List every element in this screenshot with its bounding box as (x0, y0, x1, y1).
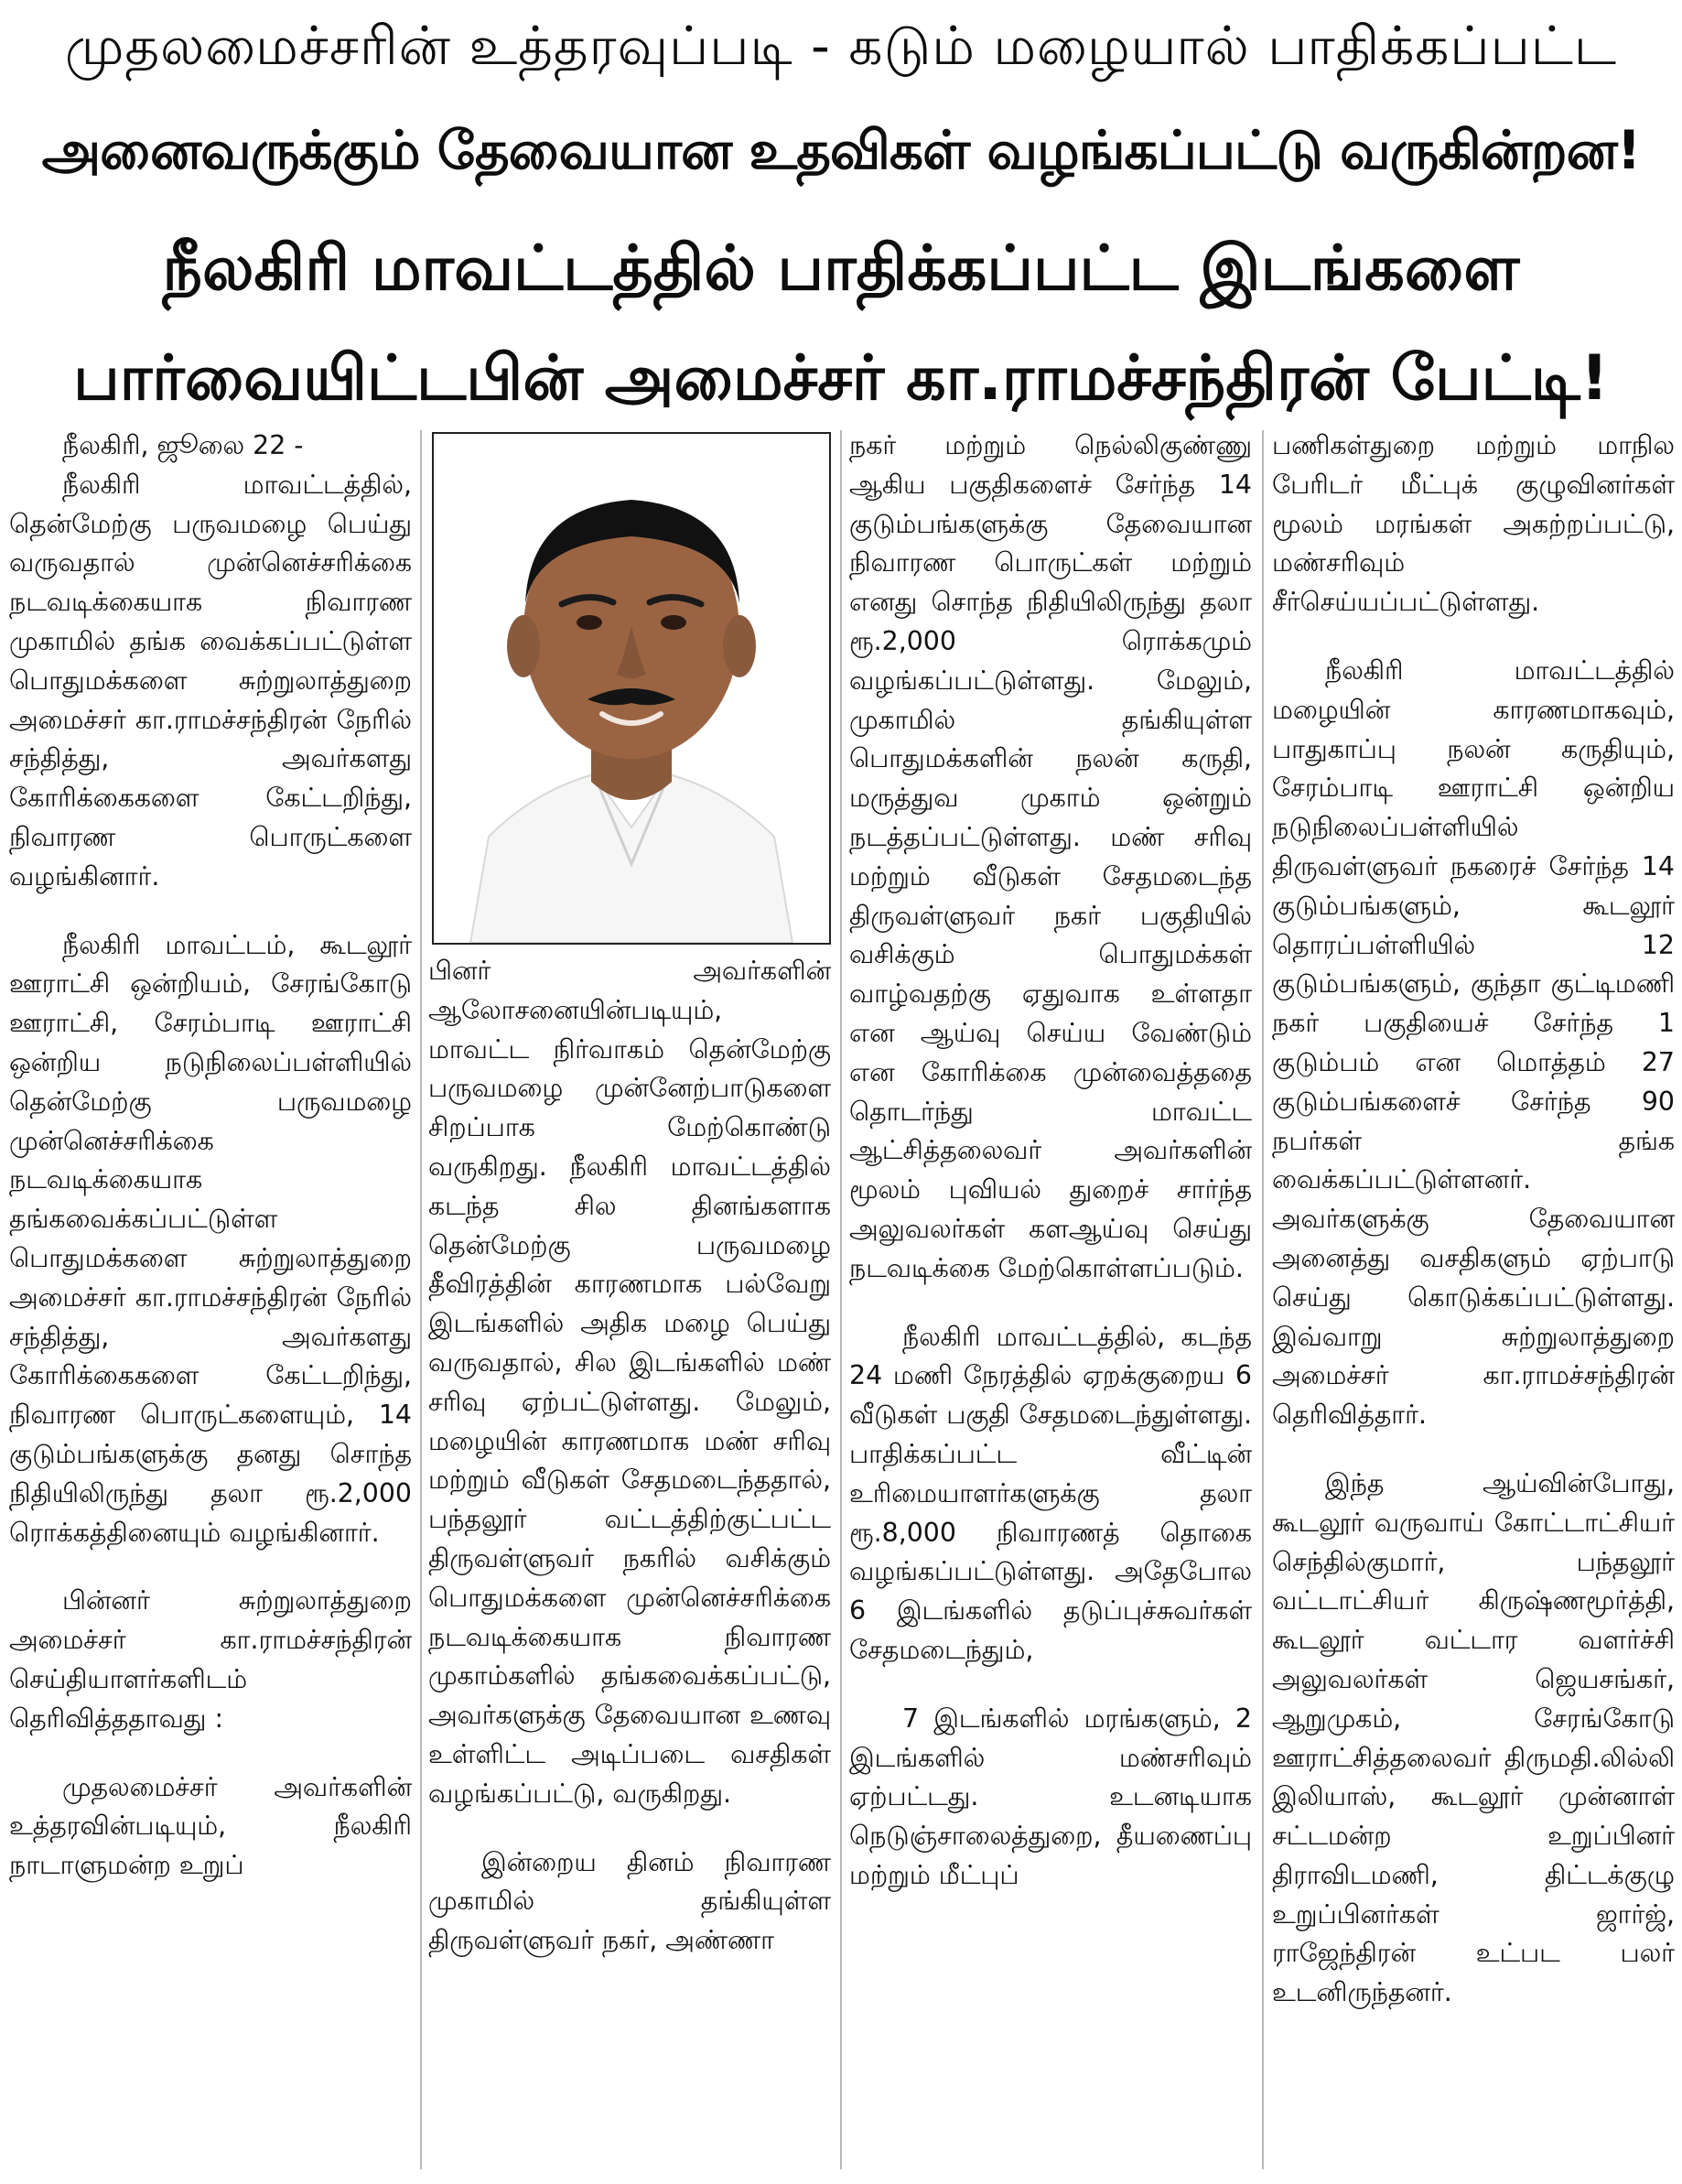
portrait-photo (432, 432, 831, 945)
article-paragraph: நீலகிரி மாவட்டம், கூடலூர் ஊராட்சி ஒன்றியம், சேரங்கோடு ஊராட்சி, சேரம்பாடி ஊராட்சி ஒன்றிய நடுநிலைப்பள்ளியில் தென்மேற்கு பருவமழை முன்னெச்சரிக்கை நடவடிக்கையாக தங்கவைக்கப்பட்டுள்ள பொதுமக்களை சுற்றுலாத்துறை அமைச்சர் கா.ராமச்சந்திரன் நேரில் சந்தித்து, அவர்களது கோரிக்கைகளை கேட்டறிந்து, நிவாரண பொருட்களையும், 14 குடும்பங்களுக்கு தனது சொந்த நிதியிலிருந்து தலா ரூ.2,000 ரொக்கத்தினையும் வழங்கினார். (9, 929, 412, 1548)
article-paragraph: பணிகள்துறை மற்றும் மாநில பேரிடர் மீட்புக் குழுவினர்கள் மூலம் மரங்கள் அகற்றப்பட்டு, மண்சரிவும் சீர்செய்யப்பட்டுள்ளது. (1272, 430, 1675, 618)
article-paragraph: நீலகிரி மாவட்டத்தில் மழையின் காரணமாகவும், பாதுகாப்பு நலன் கருதியும், சேரம்பாடி ஊராட்சி ஒன்றிய நடுநிலைப்பள்ளியில் திருவள்ளுவர் நகரைச் சேர்ந்த 14 குடும்பங்களும், கூடலூர் தொரப்பள்ளியில் 12 குடும்பங்களும், குந்தா குட்டிமணி நகர் பகுதியைச் சேர்ந்த 1 குடும்பம் என மொத்தம் 27 குடும்பங்களைச் சேர்ந்த 90 நபர்கள் தங்க வைக்கப்பட்டுள்ளனர். அவர்களுக்கு தேவையான அனைத்து வசதிகளும் ஏற்பாடு செய்து கொடுக்கப்பட்டுள்ளது. இவ்வாறு சுற்றுலாத்துறை அமைச்சர் கா.ராமச்சந்திரன் தெரிவித்தார். (1272, 654, 1675, 1431)
article-column-2 (428, 952, 831, 2179)
article-paragraph: முதலமைச்சர் அவர்களின் உத்தரவின்படியும், நீலகிரி நாடாளுமன்ற உறுப் (9, 1771, 412, 1881)
column-divider (420, 430, 422, 2169)
article-column-4 (1272, 427, 1675, 2179)
article-paragraph: நீலகிரி மாவட்டத்தில், தென்மேற்கு பருவமழை பெய்து வருவதால் முன்னெச்சரிக்கை நடவடிக்கையாக நிவாரண முகாமில் தங்க வைக்கப்பட்டுள்ள பொதுமக்களை சுற்றுலாத்துறை அமைச்சர் கா.ராமச்சந்திரன் நேரில் சந்தித்து, அவர்களது கோரிக்கைகளை கேட்டறிந்து, நிவாரண பொருட்களை வழங்கினார். (9, 469, 412, 892)
article-paragraph: 7 இடங்களில் மரங்களும், 2 இடங்களில் மண்சரிவும் ஏற்பட்டது. உடனடியாக நெடுஞ்சாலைத்துறை, தீயணைப்பு மற்றும் மீட்புப் (849, 1703, 1252, 1890)
article-paragraph: நகர் மற்றும் நெல்லிகுண்ணு ஆகிய பகுதிகளைச் சேர்ந்த 14 குடும்பங்களுக்கு தேவையான நிவாரண பொருட்கள் மற்றும் எனது சொந்த நிதியிலிருந்து தலா ரூ.2,000 ரொக்கமும் வழங்கப்பட்டுள்ளது. மேலும், முகாமில் தங்கியுள்ள பொதுமக்களின் நலன் கருதி, மருத்துவ முகாம் ஒன்றும் நடத்தப்பட்டுள்ளது. மண் சரிவு மற்றும் வீடுகள் சேதமடைந்த திருவள்ளுவர் நகர் பகுதியில் வசிக்கும் பொதுமக்கள் வாழ்வதற்கு ஏதுவாக உள்ளதா என ஆய்வு செய்ய வேண்டும் என கோரிக்கை முன்வைத்ததை தொடர்ந்து மாவட்ட ஆட்சித்தலைவர் அவர்களின் மூலம் புவியல் துறைச் சார்ந்த அலுவலர்கள் களஆய்வு செய்து நடவடிக்கை மேற்கொள்ளப்படும். (849, 430, 1252, 1283)
dateline: நீலகிரி, ஜூலை 22 - (62, 430, 304, 460)
column-divider (1262, 430, 1264, 2169)
article-paragraph: இன்றைய தினம் நிவாரண முகாமில் தங்கியுள்ள திருவள்ளுவர் நகர், அண்ணா (428, 1846, 831, 1956)
headline-sub-line-2: பார்வையிட்டபின் அமைச்சர் கா.ராமச்சந்திரன் பேட்டி! (73, 342, 1609, 415)
article-paragraph: நீலகிரி மாவட்டத்தில், கடந்த 24 மணி நேரத்தில் ஏறக்குறைய 6 வீடுகள் பகுதி சேதமடைந்துள்ளது. பாதிக்கப்பட்ட வீட்டின் உரிமையாளர்களுக்கு தலா ரூ.8,000 நிவாரணத் தொகை வழங்கப்பட்டுள்ளது. அதேபோல 6 இடங்களில் தடுப்புச்சுவர்கள் சேதமடைந்தும், (849, 1321, 1252, 1665)
article-paragraph: பின்னர் சுற்றுலாத்துறை அமைச்சர் கா.ராமச்சந்திரன் செய்தியாளர்களிடம் தெரிவித்ததாவது : (9, 1585, 412, 1734)
headline-main: அனைவருக்கும் தேவையான உதவிகள் வழங்கப்பட்டு வருகின்றன! (41, 119, 1641, 181)
headline-sub-line-1: நீலகிரி மாவட்டத்தில் பாதிக்கப்பட்ட இடங்களை (162, 232, 1520, 305)
headline-kicker: முதலமைச்சரின் உத்தரவுப்படி - கடும் மழையால் பாதிக்கப்பட்ட (64, 15, 1618, 77)
article-column-1 (9, 427, 412, 2179)
article-paragraph: பினர் அவர்களின் ஆலோசனையின்படியும், மாவட்ட நிர்வாகம் தென்மேற்கு பருவமழை முன்னேற்பாடுகளை சிறப்பாக மேற்கொண்டு வருகிறது. நீலகிரி மாவட்டத்தில் கடந்த சில தினங்களாக தென்மேற்கு பருவமழை தீவிரத்தின் காரணமாக பல்வேறு இடங்களில் அதிக மழை பெய்து வருவதால், சில இடங்களில் மண் சரிவு ஏற்பட்டுள்ளது. மேலும், மழையின் காரணமாக மண் சரிவு மற்றும் வீடுகள் சேதமடைந்ததால், பந்தலூர் வட்டத்திற்குட்பட்ட திருவள்ளுவர் நகரில் வசிக்கும் பொதுமக்களை முன்னெச்சரிக்கை நடவடிக்கையாக நிவாரண முகாம்களில் தங்கவைக்கப்பட்டு, அவர்களுக்கு தேவையான உணவு உள்ளிட்ட அடிப்படை வசதிகள் வழங்கப்பட்டு, வருகிறது. (428, 956, 831, 1809)
portrait-photo-icon (434, 434, 829, 943)
article-paragraph: இந்த ஆய்வின்போது, கூடலூர் வருவாய் கோட்டாட்சியர் செந்தில்குமார், பந்தலூர் வட்டாட்சியர் கிருஷ்ணமூர்த்தி, கூடலூர் வட்டார வளர்ச்சி அலுவலர்கள் ஜெயசங்கர், ஆறுமுகம், சேரங்கோடு ஊராட்சித்தலைவர் திருமதி.லில்லி இலியாஸ், கூடலூர் முன்னாள் சட்டமன்ற உறுப்பினர் திராவிடமணி, திட்டக்குழு உறுப்பினர்கள் ஜார்ஜ், ராஜேந்திரன் உட்பட பலர் உடனிருந்தனர். (1272, 1467, 1675, 2008)
column-divider (840, 430, 842, 2169)
article-column-3 (849, 427, 1252, 2179)
